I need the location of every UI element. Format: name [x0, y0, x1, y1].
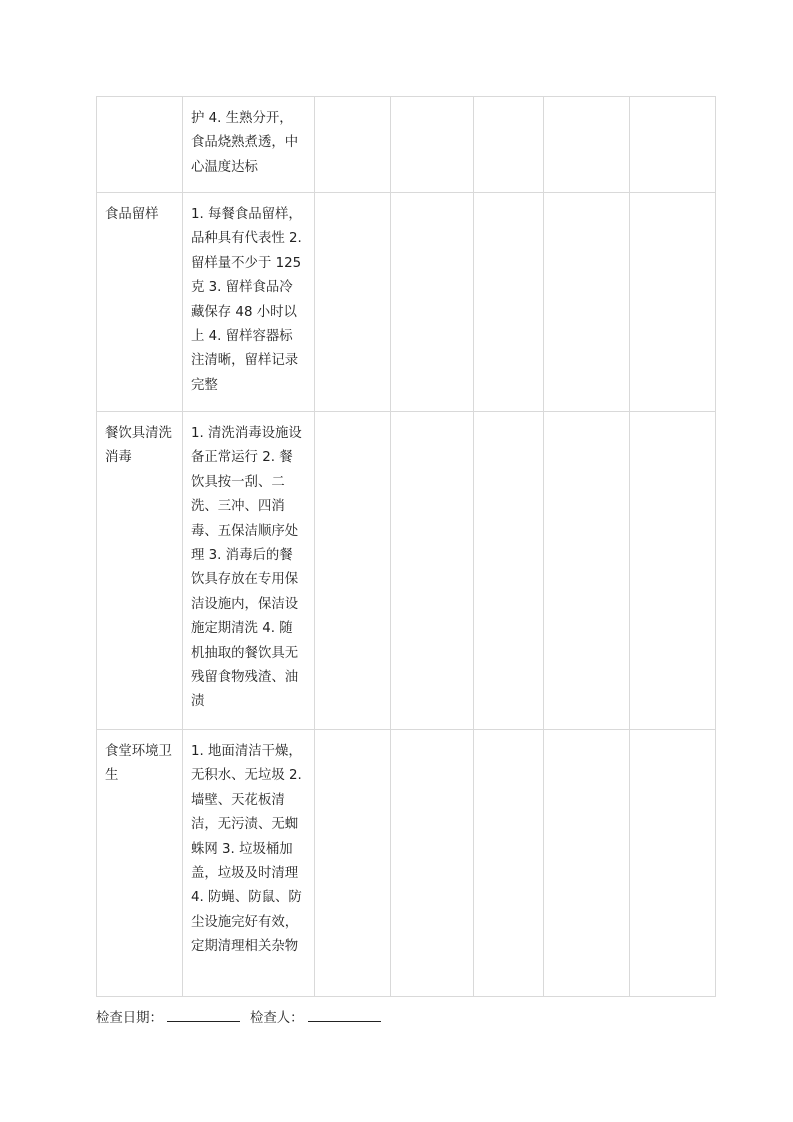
blank-cell[interactable] — [630, 730, 716, 997]
item-cell — [97, 97, 183, 193]
blank-cell[interactable] — [544, 412, 630, 730]
blank-cell[interactable] — [315, 97, 391, 193]
blank-cell[interactable] — [474, 193, 544, 412]
standard-cell: 1. 每餐食品留样，品种具有代表性 2. 留样量不少于 125 克 3. 留样食品冷藏保存 48 小时以上 4. 留样容器标注清晰，留样记录完整 — [183, 193, 315, 412]
blank-cell[interactable] — [474, 412, 544, 730]
item-cell: 食堂环境卫生 — [97, 730, 183, 997]
blank-cell[interactable] — [474, 97, 544, 193]
table-row — [97, 412, 716, 730]
blank-cell[interactable] — [544, 97, 630, 193]
date-blank[interactable] — [167, 1007, 240, 1022]
blank-cell[interactable] — [391, 193, 474, 412]
blank-cell[interactable] — [544, 193, 630, 412]
blank-cell[interactable] — [391, 730, 474, 997]
blank-cell[interactable] — [391, 97, 474, 193]
standard-cell: 护 4. 生熟分开，食品烧熟煮透，中心温度达标 — [183, 97, 315, 193]
blank-cell[interactable] — [315, 193, 391, 412]
table-row — [97, 730, 716, 997]
blank-cell[interactable] — [544, 730, 630, 997]
signature-footer — [96, 1007, 381, 1029]
date-label: 检查日期： — [96, 1011, 163, 1026]
standard-cell: 1. 地面清洁干燥，无积水、无垃圾 2. 墙壁、天花板清洁，无污渍、无蜘蛛网 3. 垃圾桶加盖，垃圾及时清理 4. 防蝇、防鼠、防尘设施完好有效，定期清理相关杂物 — [183, 730, 315, 997]
blank-cell[interactable] — [630, 97, 716, 193]
table-row — [97, 97, 716, 193]
blank-cell[interactable] — [315, 730, 391, 997]
item-cell: 餐饮具清洗消毒 — [97, 412, 183, 730]
inspector-blank[interactable] — [308, 1007, 381, 1022]
blank-cell[interactable] — [630, 412, 716, 730]
standard-cell: 1. 清洗消毒设施设备正常运行 2. 餐饮具按一刮、二洗、三冲、四消毒、五保洁顺序处理 3. 消毒后的餐饮具存放在专用保洁设施内，保洁设施定期清洗 4. 随机抽取的餐饮具无残留食物残渣、油渍 — [183, 412, 315, 730]
item-cell: 食品留样 — [97, 193, 183, 412]
blank-cell[interactable] — [315, 412, 391, 730]
blank-cell[interactable] — [474, 730, 544, 997]
inspector-label: 检查人： — [249, 1011, 304, 1026]
inspection-sheet — [96, 96, 715, 997]
blank-cell[interactable] — [391, 412, 474, 730]
table-row — [97, 193, 716, 412]
inspection-table — [96, 96, 716, 997]
blank-cell[interactable] — [630, 193, 716, 412]
